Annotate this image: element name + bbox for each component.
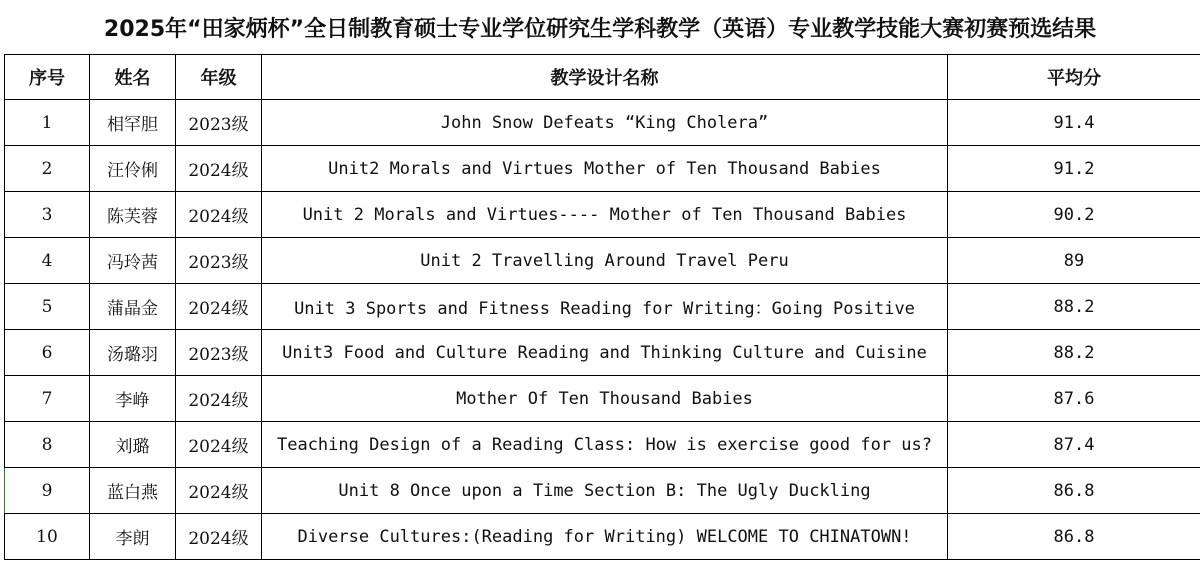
cell-score[interactable]: 88.2 [948,284,1200,330]
cell-score[interactable]: 87.6 [948,376,1200,422]
cell-design[interactable]: Unit 3 Sports and Fitness Reading for Writing：Going Positive [262,284,948,330]
cell-name[interactable]: 相罕胆 [90,100,176,146]
cell-name[interactable]: 汤璐羽 [90,330,176,376]
cell-grade[interactable]: 2024级 [176,514,262,560]
cell-score[interactable]: 90.2 [948,192,1200,238]
cell-grade[interactable]: 2024级 [176,376,262,422]
table-row [5,376,1200,422]
cell-no[interactable]: 9 [5,468,90,514]
table-row [5,514,1200,560]
table-row [5,192,1200,238]
cell-design[interactable]: Mother Of Ten Thousand Babies [262,376,948,422]
table-row [5,330,1200,376]
table-row [5,468,1200,514]
cell-no[interactable]: 8 [5,422,90,468]
cell-name[interactable]: 李峥 [90,376,176,422]
header-cell-grade[interactable]: 年级 [176,55,262,100]
results-table [4,54,1200,560]
sheet-title: 2025年“田家炳杯”全日制教育硕士专业学位研究生学科教学（英语）专业教学技能大赛初赛预选结果 [103,16,1097,42]
table-row [5,146,1200,192]
cell-name[interactable]: 汪伶俐 [90,146,176,192]
cell-grade[interactable]: 2024级 [176,468,262,514]
cell-grade[interactable]: 2024级 [176,284,262,330]
cell-no[interactable]: 4 [5,238,90,284]
cell-score[interactable]: 91.4 [948,100,1200,146]
cell-design[interactable]: Unit2 Morals and Virtues Mother of Ten Thousand Babies [262,146,948,192]
cell-score[interactable]: 91.2 [948,146,1200,192]
cell-no[interactable]: 10 [5,514,90,560]
cell-design[interactable]: Diverse Cultures:(Reading for Writing) WELCOME TO CHINATOWN! [262,514,948,560]
cell-name[interactable]: 陈芙蓉 [90,192,176,238]
cell-score[interactable]: 86.8 [948,468,1200,514]
cell-grade[interactable]: 2024级 [176,422,262,468]
cell-no[interactable]: 2 [5,146,90,192]
cell-no[interactable]: 5 [5,284,90,330]
header-cell-no[interactable]: 序号 [5,55,90,100]
cell-score[interactable]: 87.4 [948,422,1200,468]
cell-design[interactable]: John Snow Defeats “King Cholera” [262,100,948,146]
cell-grade[interactable]: 2023级 [176,330,262,376]
cell-score[interactable]: 86.8 [948,514,1200,560]
cell-grade[interactable]: 2023级 [176,238,262,284]
cell-design[interactable]: Unit3 Food and Culture Reading and Thinking Culture and Cuisine [262,330,948,376]
cell-name[interactable]: 冯玲茜 [90,238,176,284]
cell-no[interactable]: 7 [5,376,90,422]
header-cell-score[interactable]: 平均分 [948,55,1200,100]
cell-no[interactable]: 1 [5,100,90,146]
cell-design[interactable]: Teaching Design of a Reading Class: How is exercise good for us? [262,422,948,468]
header-cell-name[interactable]: 姓名 [90,55,176,100]
cell-name[interactable]: 刘璐 [90,422,176,468]
cell-grade[interactable]: 2024级 [176,146,262,192]
cell-no[interactable]: 6 [5,330,90,376]
cell-design[interactable]: Unit 8 Once upon a Time Section B: The Ugly Duckling [262,468,948,514]
cell-name[interactable]: 蓝白燕 [90,468,176,514]
cell-grade[interactable]: 2023级 [176,100,262,146]
cell-score[interactable]: 89 [948,238,1200,284]
table-row [5,238,1200,284]
header-cell-design[interactable]: 教学设计名称 [262,55,948,100]
cell-name[interactable]: 李朗 [90,514,176,560]
cell-grade[interactable]: 2024级 [176,192,262,238]
table-row [5,284,1200,330]
cell-name[interactable]: 蒲晶金 [90,284,176,330]
header-row [5,55,1200,100]
cell-no[interactable]: 3 [5,192,90,238]
cell-design[interactable]: Unit 2 Travelling Around Travel Peru [262,238,948,284]
table-row [5,100,1200,146]
cell-design[interactable]: Unit 2 Morals and Virtues---- Mother of Ten Thousand Babies [262,192,948,238]
cell-score[interactable]: 88.2 [948,330,1200,376]
table-row [5,422,1200,468]
